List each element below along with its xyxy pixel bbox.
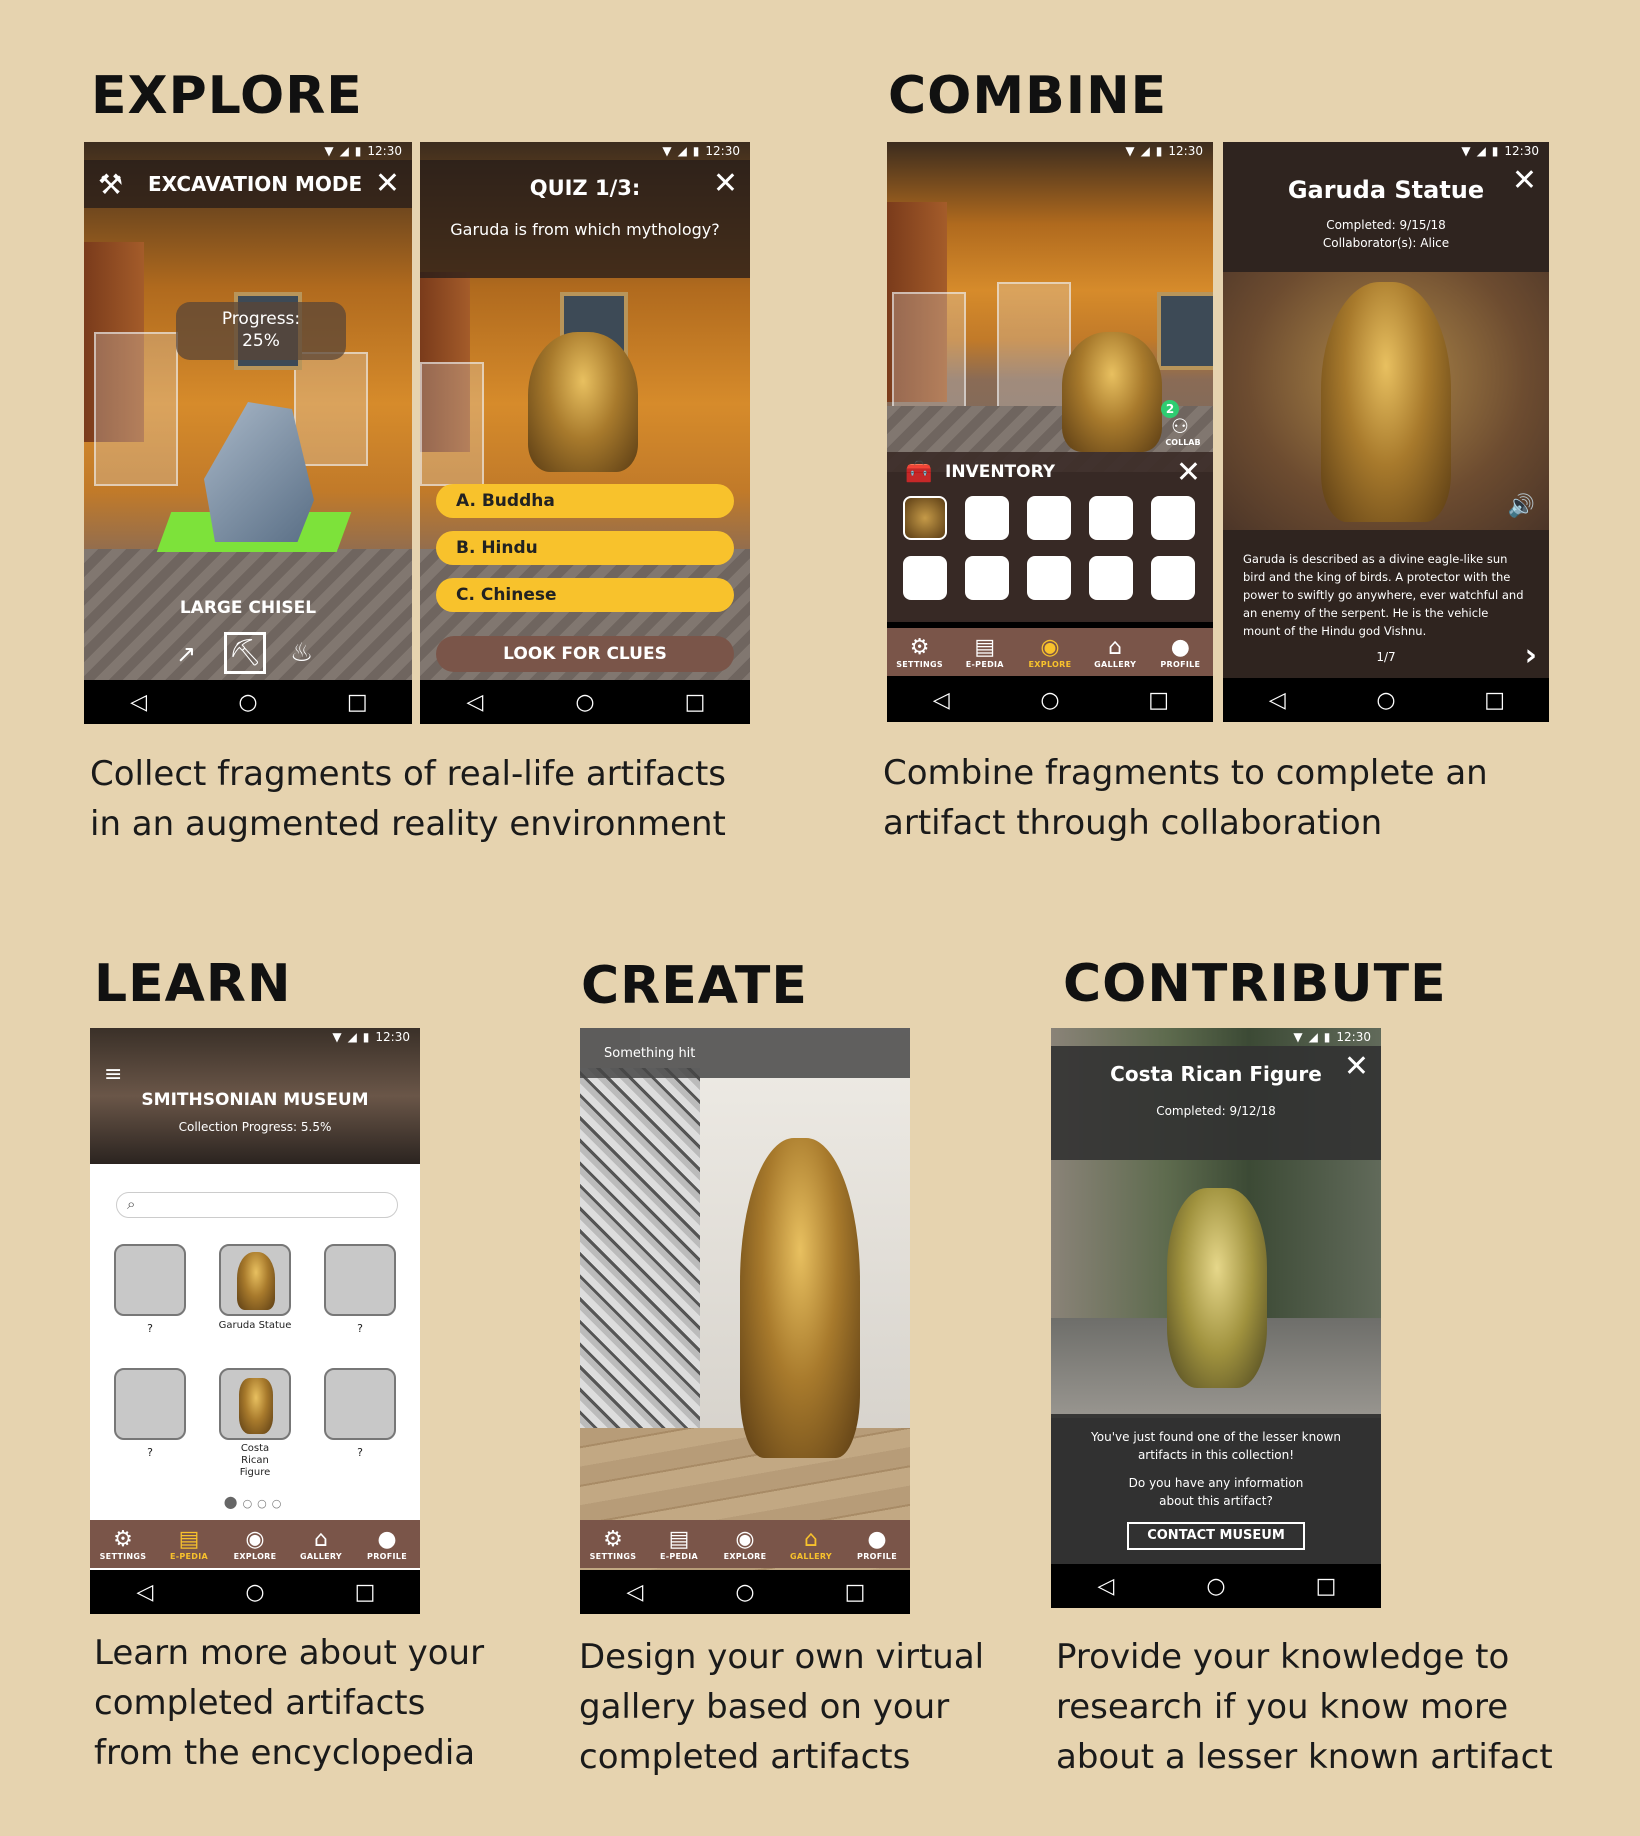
page-dots — [90, 1492, 420, 1511]
tab-explore[interactable] — [717, 1528, 773, 1561]
gallery-item-label: ? — [147, 1322, 153, 1335]
contact-museum-button[interactable]: CONTACT MUSEUM — [1127, 1522, 1305, 1550]
info-panel — [1051, 1414, 1381, 1564]
gallery-item-label: ? — [357, 1446, 363, 1459]
compass-icon: ◉ — [735, 1526, 755, 1552]
pickaxe-icon[interactable]: ⛏ — [224, 632, 266, 674]
status-bar — [1051, 1028, 1381, 1046]
museum-title: SMITHSONIAN MUSEUM — [141, 1090, 369, 1110]
battery-icon: ▮ — [1491, 144, 1499, 158]
tab-label: SETTINGS — [589, 1551, 637, 1561]
inventory-screen — [887, 142, 1213, 722]
rock-fragment[interactable] — [164, 392, 344, 552]
gallery-item-label: ? — [147, 1446, 153, 1459]
close-icon[interactable]: ✕ — [1343, 1049, 1369, 1084]
home-icon[interactable]: ○ — [575, 689, 595, 715]
gallery-item-unknown[interactable] — [114, 1368, 186, 1440]
search-icon: ⌕ — [127, 1195, 136, 1213]
battery-icon: ▮ — [354, 144, 362, 158]
close-icon[interactable]: ✕ — [374, 166, 400, 201]
tab-label: E-PEDIA — [965, 659, 1004, 669]
signal-icon: ◢ — [1308, 1030, 1318, 1044]
inventory-slot[interactable] — [1089, 556, 1133, 600]
museum-icon: ⌂ — [1108, 634, 1123, 660]
android-nav-bar — [580, 1570, 910, 1614]
book-icon: ▤ — [974, 634, 996, 660]
status-bar — [420, 142, 750, 160]
contribute-heading: CONTRIBUTE — [1063, 954, 1447, 1014]
android-nav-bar — [84, 680, 412, 724]
completed-date: Completed: 9/12/18 — [1156, 1104, 1276, 1118]
gear-icon: ⚙ — [909, 634, 930, 660]
tab-label: E-PEDIA — [169, 1551, 209, 1561]
android-nav-bar — [90, 1570, 420, 1614]
book-icon: ▤ — [178, 1526, 200, 1552]
museum-icon: ⌂ — [804, 1526, 818, 1552]
status-time: 12:30 — [1336, 1030, 1371, 1044]
tab-gallery[interactable] — [1087, 636, 1143, 669]
person-icon: ● — [1170, 634, 1190, 660]
inventory-title: INVENTORY — [945, 462, 1056, 482]
artifact-header — [1051, 1046, 1381, 1160]
recent-apps-icon[interactable]: □ — [1315, 1573, 1337, 1599]
toast-message: Something hit — [604, 1046, 696, 1061]
info-request: Do you have any information about this artifact? — [1128, 1476, 1304, 1508]
gallery-item-unknown[interactable] — [324, 1244, 396, 1316]
tab-label: EXPLORE — [723, 1551, 767, 1561]
back-icon[interactable]: ◁ — [626, 1579, 644, 1605]
chevron-right-icon[interactable]: › — [1524, 638, 1537, 673]
quiz-question: Garuda is from which mythology? — [450, 220, 720, 239]
back-icon[interactable]: ◁ — [1097, 1573, 1115, 1599]
page-dot[interactable]: ○ — [257, 1497, 272, 1510]
person-icon: ● — [867, 1526, 887, 1552]
quiz-title: QUIZ 1/3: — [529, 176, 641, 200]
speaker-icon[interactable]: 🔊 — [1507, 494, 1535, 519]
search-input[interactable] — [116, 1192, 398, 1218]
caption-line: Provide your knowledge to — [1056, 1637, 1510, 1677]
battery-icon: ▮ — [1323, 1030, 1331, 1044]
status-bar — [1223, 142, 1549, 160]
status-time: 12:30 — [375, 1030, 410, 1044]
tab-label: EXPLORE — [1028, 659, 1072, 669]
signal-icon: ◢ — [677, 144, 687, 158]
collab-icon: ⚇ — [1171, 414, 1189, 438]
recent-apps-icon[interactable]: □ — [844, 1579, 866, 1605]
caption-line: in an augmented reality environment — [90, 804, 726, 844]
garuda-statue-3d — [1062, 332, 1162, 452]
tab-label: PROFILE — [1160, 659, 1201, 669]
gallery-item-unknown[interactable] — [324, 1368, 396, 1440]
toast-bar — [580, 1028, 910, 1078]
explore-caption — [90, 749, 726, 849]
back-icon[interactable]: ◁ — [1268, 687, 1286, 713]
gear-icon: ⚙ — [113, 1526, 133, 1552]
caption-line: research if you know more — [1056, 1687, 1509, 1727]
recent-apps-icon[interactable]: □ — [354, 1579, 376, 1605]
tab-settings[interactable] — [585, 1528, 641, 1561]
home-icon[interactable]: ○ — [1376, 687, 1396, 713]
artifact-header — [1223, 160, 1549, 272]
inventory-slot[interactable] — [965, 496, 1009, 540]
compass-icon: ◉ — [245, 1526, 265, 1552]
gallery-item-garuda[interactable] — [219, 1244, 291, 1316]
create-heading: CREATE — [581, 956, 808, 1016]
inventory-slot[interactable] — [1027, 496, 1071, 540]
museum-header — [90, 1028, 420, 1164]
recent-apps-icon[interactable]: □ — [684, 689, 706, 715]
recent-apps-icon[interactable]: □ — [1484, 687, 1506, 713]
tab-label: PROFILE — [367, 1551, 407, 1561]
home-icon[interactable]: ○ — [245, 1579, 265, 1605]
tab-settings[interactable] — [95, 1528, 151, 1561]
caption-line: completed artifacts — [94, 1683, 426, 1723]
tab-label: GALLERY — [299, 1551, 343, 1561]
recent-apps-icon[interactable]: □ — [346, 689, 368, 715]
tab-gallery[interactable] — [293, 1528, 349, 1561]
android-nav-bar — [420, 680, 750, 724]
tab-epedia[interactable] — [651, 1528, 707, 1561]
progress-box — [176, 302, 346, 360]
combine-heading: COMBINE — [888, 66, 1168, 126]
collaborators: Collaborator(s): Alice — [1322, 236, 1450, 250]
museum-icon: ⌂ — [314, 1526, 328, 1552]
tab-label: E-PEDIA — [659, 1551, 699, 1561]
tab-profile[interactable] — [1152, 636, 1208, 669]
contribute-screen — [1051, 1028, 1381, 1608]
artifact-title: Garuda Statue — [1287, 176, 1485, 204]
wifi-icon: ▼ — [1293, 1030, 1303, 1044]
caption-line: gallery based on your — [579, 1687, 950, 1727]
person-icon: ● — [377, 1526, 397, 1552]
recent-apps-icon[interactable]: □ — [1148, 687, 1170, 713]
back-icon[interactable]: ◁ — [130, 689, 148, 715]
tab-profile[interactable] — [359, 1528, 415, 1561]
collab-count: 2 — [1161, 400, 1179, 418]
menu-icon[interactable]: ≡ — [104, 1062, 123, 1087]
gallery-item-label: Costa Rican Figure — [239, 1443, 271, 1478]
excavation-title: EXCAVATION MODE — [148, 172, 363, 196]
tab-profile[interactable] — [849, 1528, 905, 1561]
caption-line: artifact through collaboration — [883, 803, 1383, 843]
status-time: 12:30 — [705, 144, 740, 158]
tool-name: LARGE CHISEL — [179, 598, 317, 618]
book-icon: ▤ — [668, 1526, 690, 1552]
page-dot[interactable]: ○ — [242, 1497, 258, 1510]
android-nav-bar — [887, 678, 1213, 722]
tab-explore[interactable] — [227, 1528, 283, 1561]
found-message: You've just found one of the lesser known artifacts in this collection! — [1091, 1430, 1341, 1462]
close-icon[interactable]: ✕ — [712, 166, 738, 201]
signal-icon: ◢ — [339, 144, 349, 158]
bottom-tab-bar — [887, 628, 1213, 676]
status-bar — [90, 1028, 420, 1046]
wifi-icon: ▼ — [324, 144, 334, 158]
wifi-icon: ▼ — [1125, 144, 1135, 158]
toolbox-icon: 🧰 — [905, 460, 933, 485]
collab-badge[interactable] — [1157, 400, 1209, 450]
artifact-description: Garuda is described as a divine eagle-like sun bird and the king of birds. A protector with the power to swiftly go anywhere, ever watchful and an enemy of the serpent. He is the vehicle mount of the Hindu god Vishnu. — [1243, 552, 1524, 638]
tab-explore[interactable] — [1022, 636, 1078, 669]
garuda-statue-3d — [1321, 282, 1451, 522]
learn-heading: LEARN — [94, 954, 292, 1014]
gallery-item-unknown[interactable] — [114, 1244, 186, 1316]
inventory-panel — [887, 452, 1213, 622]
status-bar — [84, 142, 412, 160]
quiz-header — [420, 160, 750, 278]
compass-icon: ◉ — [1040, 634, 1060, 660]
costa-rican-figure-3d — [1167, 1188, 1267, 1388]
chisel-small-icon[interactable]: ↗ — [176, 640, 197, 668]
caption-line: Combine fragments to complete an — [883, 753, 1488, 793]
signal-icon: ◢ — [1140, 144, 1150, 158]
gallery-item-label: Garuda Statue — [218, 1320, 292, 1331]
back-icon[interactable]: ◁ — [466, 689, 484, 715]
back-icon[interactable]: ◁ — [932, 687, 950, 713]
inventory-slot[interactable] — [1027, 556, 1071, 600]
caption-line: Design your own virtual — [579, 1637, 985, 1677]
combine-caption — [883, 748, 1488, 848]
quiz-option-a[interactable]: A. Buddha — [436, 484, 734, 518]
status-bar — [887, 142, 1213, 160]
wifi-icon: ▼ — [332, 1030, 342, 1044]
android-nav-bar — [1223, 678, 1549, 722]
tool-selector — [84, 632, 412, 678]
caption-line: from the encyclopedia — [94, 1733, 476, 1773]
contribute-caption — [1056, 1632, 1553, 1782]
battery-icon: ▮ — [1155, 144, 1163, 158]
status-time: 12:30 — [367, 144, 402, 158]
page-dot[interactable]: ○ — [271, 1497, 287, 1510]
collab-label: COLLAB — [1165, 438, 1201, 447]
tab-gallery[interactable] — [783, 1528, 839, 1561]
inventory-slot[interactable] — [903, 556, 947, 600]
create-gallery-screen — [580, 1028, 910, 1614]
android-nav-bar — [1051, 1564, 1381, 1608]
excavation-header — [84, 160, 412, 208]
tab-settings[interactable] — [892, 636, 948, 669]
home-icon[interactable]: ○ — [238, 689, 258, 715]
inventory-slot[interactable] — [1089, 496, 1133, 540]
look-for-clues-button[interactable]: LOOK FOR CLUES — [436, 636, 734, 672]
caption-line: Collect fragments of real-life artifacts — [90, 754, 726, 794]
signal-icon: ◢ — [347, 1030, 357, 1044]
back-icon[interactable]: ◁ — [136, 1579, 154, 1605]
caption-line: Learn more about your — [94, 1633, 485, 1673]
wifi-icon: ▼ — [662, 144, 672, 158]
progress-label: Progress: — [221, 309, 301, 329]
inventory-slot-filled[interactable] — [903, 496, 947, 540]
page-dot-active[interactable]: ● — [223, 1492, 243, 1511]
collection-progress: Collection Progress: 5.5% — [178, 1120, 332, 1134]
gallery-item-label: ? — [357, 1322, 363, 1335]
encyclopedia-screen — [90, 1028, 420, 1614]
create-caption — [579, 1632, 984, 1782]
progress-value: 25% — [242, 331, 280, 351]
status-time: 12:30 — [1504, 144, 1539, 158]
home-icon[interactable]: ○ — [1040, 687, 1060, 713]
bottom-tab-bar — [580, 1520, 910, 1568]
inventory-slot[interactable] — [1151, 556, 1195, 600]
excavation-screen — [84, 142, 412, 724]
inventory-slot[interactable] — [965, 556, 1009, 600]
wifi-icon: ▼ — [1461, 144, 1471, 158]
learn-caption — [94, 1628, 484, 1778]
home-icon[interactable]: ○ — [735, 1579, 755, 1605]
quiz-screen — [420, 142, 750, 724]
close-icon[interactable]: ✕ — [1511, 163, 1537, 198]
caption-line: completed artifacts — [579, 1737, 911, 1777]
quiz-option-c[interactable]: C. Chinese — [436, 578, 734, 612]
escher-art — [580, 1068, 700, 1468]
explore-heading: EXPLORE — [91, 66, 363, 126]
tab-epedia[interactable] — [161, 1528, 217, 1561]
inventory-slot[interactable] — [1151, 496, 1195, 540]
crossed-tools-icon: ⚒ — [98, 168, 124, 201]
brush-icon[interactable]: ♨ — [290, 638, 314, 668]
close-icon[interactable]: ✕ — [1175, 455, 1201, 490]
tab-label: SETTINGS — [896, 659, 943, 669]
gallery-item-costa-rican[interactable] — [219, 1368, 291, 1440]
gear-icon: ⚙ — [603, 1526, 623, 1552]
completed-date: Completed: 9/15/18 — [1326, 218, 1446, 232]
garuda-statue-3d — [528, 332, 638, 472]
page-indicator: 1/7 — [1376, 650, 1396, 664]
tab-epedia[interactable] — [957, 636, 1013, 669]
status-time: 12:30 — [1168, 144, 1203, 158]
battery-icon: ▮ — [692, 144, 700, 158]
caption-line: about a lesser known artifact — [1056, 1737, 1553, 1777]
signal-icon: ◢ — [1476, 144, 1486, 158]
tab-label: PROFILE — [857, 1551, 897, 1561]
battery-icon: ▮ — [362, 1030, 370, 1044]
tab-label: EXPLORE — [233, 1551, 277, 1561]
tab-label: GALLERY — [1094, 659, 1137, 669]
artifact-detail-screen — [1223, 142, 1549, 722]
tab-label: GALLERY — [789, 1551, 833, 1561]
artifact-title: Costa Rican Figure — [1110, 1062, 1322, 1086]
tab-label: SETTINGS — [99, 1551, 147, 1561]
garuda-statue-3d[interactable] — [740, 1138, 860, 1458]
quiz-option-b[interactable]: B. Hindu — [436, 531, 734, 565]
home-icon[interactable]: ○ — [1206, 1573, 1226, 1599]
bottom-tab-bar — [90, 1520, 420, 1568]
